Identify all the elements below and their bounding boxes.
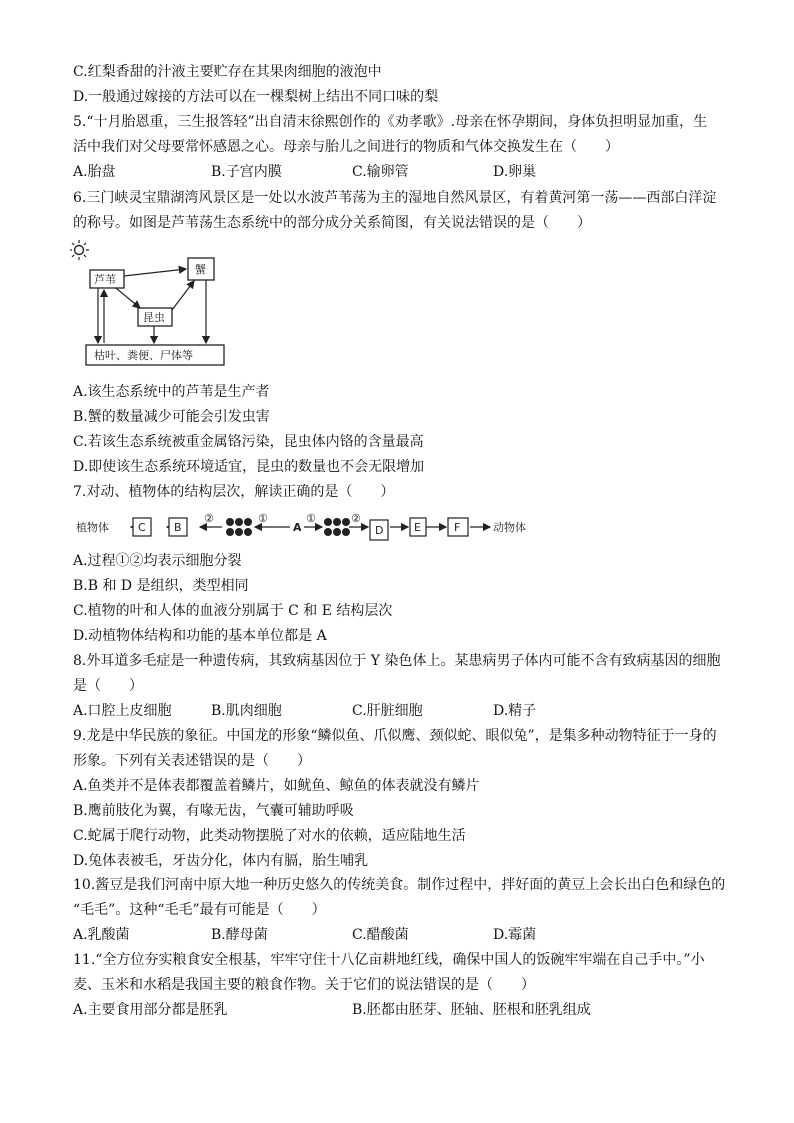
q8-option-b[interactable]: B.肌肉细胞	[211, 703, 282, 719]
q9-stem-line2: 形象。下列有关表述错误的是（ ）	[73, 753, 311, 769]
svg-text:B: B	[174, 521, 182, 534]
svg-text:D: D	[375, 524, 384, 537]
cell-cluster-left	[226, 518, 252, 536]
q5-option-d[interactable]: D.卵巢	[493, 164, 537, 180]
q11-stem-line1: 11.“全方位夯实粮食安全根基，牢牢守住十八亿亩耕地红线，确保中国人的饭碗牢牢端在自己手中。”小	[73, 952, 705, 968]
reed-label: 芦苇	[94, 273, 116, 286]
q10-option-d[interactable]: D.霉菌	[493, 927, 537, 943]
svg-text:E: E	[414, 521, 421, 534]
q6-ecosystem-diagram	[70, 238, 230, 370]
q8-option-c[interactable]: C.肝脏细胞	[352, 703, 423, 719]
q6-stem-line1: 6.三门峡灵宝鼎湖湾风景区是一处以水波芦苇荡为主的湿地自然风景区，有着黄河第一荡——西部白洋淀	[73, 190, 717, 206]
svg-text:F: F	[454, 521, 461, 534]
q5-option-b[interactable]: B.子宫内膜	[211, 164, 282, 180]
svg-text:C: C	[138, 521, 146, 534]
q5-option-c[interactable]: C.输卵管	[352, 164, 409, 180]
q8-option-a[interactable]: A.口腔上皮细胞	[73, 703, 172, 719]
insect-label: 昆虫	[143, 311, 165, 324]
q9-stem-line1: 9.龙是中华民族的象征。中国龙的形象“鳞似鱼、爪似鹰、颈似蛇、眼似兔”，是集多种动物特征于一身的	[73, 728, 717, 744]
step-1-right: ①	[306, 512, 316, 525]
cell-cluster-right	[324, 518, 350, 536]
q8-stem-line2: 是（ ）	[73, 678, 143, 694]
box-a-label: A	[293, 521, 302, 534]
step-1-left: ①	[258, 512, 268, 525]
q10-option-b[interactable]: B.酵母菌	[211, 927, 268, 943]
sun-icon	[70, 240, 89, 260]
crab-label: 蟹	[195, 263, 206, 276]
q10-stem-line1: 10.酱豆是我们河南中原大地一种历史悠久的传统美食。制作过程中，拌好面的黄豆上会长出白色和绿色的	[73, 877, 726, 893]
q6-stem-line2: 的称号。如图是芦苇荡生态系统中的部分成分关系简图，有关说法错误的是（ ）	[73, 215, 591, 231]
q11-option-b[interactable]: B.胚都由胚芽、胚轴、胚根和胚乳组成	[352, 1002, 591, 1018]
q5-stem-line1: 5.“十月胎恩重，三生报答轻”出自清末徐熙创作的《劝孝歌》.母亲在怀孕期间，身体负担明显加重，生	[73, 114, 708, 130]
q11-stem-line2: 麦、玉米和水稻是我国主要的粮食作物。关于它们的说法错误的是（ ）	[73, 977, 535, 993]
q8-stem-line1: 8.外耳道多毛症是一种遗传病，其致病基因位于 Y 染色体上。某患病男子体内可能不含有致病基因的细胞	[73, 653, 721, 669]
q7-option-b[interactable]: B.B 和 D 是组织，类型相同	[73, 578, 249, 594]
q4-option-d: D.一般通过嫁接的方法可以在一棵梨树上结出不同口味的梨	[73, 89, 439, 105]
q6-option-b[interactable]: B.蟹的数量减少可能会引发虫害	[73, 409, 270, 425]
q11-option-a[interactable]: A.主要食用部分都是胚乳	[73, 1002, 228, 1018]
q10-option-a[interactable]: A.乳酸菌	[73, 927, 130, 943]
q9-option-a[interactable]: A.鱼类并不是体表都覆盖着鳞片，如鱿鱼、鲸鱼的体表就没有鳞片	[73, 778, 480, 794]
animal-label: 动物体	[493, 521, 526, 534]
q5-stem-line2: 活中我们对父母要常怀感恩之心。母亲与胎儿之间进行的物质和气体交换发生在（ ）	[73, 139, 619, 155]
decomposer-label: 枯叶、粪便、尸体等	[94, 349, 193, 362]
q7-structure-diagram	[72, 511, 552, 547]
q6-option-a[interactable]: A.该生态系统中的芦苇是生产者	[73, 384, 270, 400]
q10-stem-line2: “毛毛”。这种“毛毛”最有可能是（ ）	[73, 902, 326, 918]
q7-option-a[interactable]: A.过程①②均表示细胞分裂	[73, 553, 242, 569]
plant-label: 植物体	[76, 521, 109, 534]
q9-option-b[interactable]: B.鹰前肢化为翼，有喙无齿，气囊可辅助呼吸	[73, 803, 354, 819]
q4-option-c: C.红梨香甜的汁液主要贮存在其果肉细胞的液泡中	[73, 64, 382, 80]
q10-option-c[interactable]: C.醋酸菌	[352, 927, 409, 943]
q9-option-c[interactable]: C.蛇属于爬行动物，此类动物摆脱了对水的依赖，适应陆地生活	[73, 828, 466, 844]
q7-option-c[interactable]: C.植物的叶和人体的血液分别属于 C 和 E 结构层次	[73, 603, 393, 619]
step-2-left: ②	[204, 512, 214, 525]
q6-option-d[interactable]: D.即使该生态系统环境适宜，昆虫的数量也不会无限增加	[73, 459, 425, 475]
q6-option-c[interactable]: C.若该生态系统被重金属铬污染，昆虫体内铬的含量最高	[73, 434, 424, 450]
q8-option-d[interactable]: D.精子	[493, 703, 537, 719]
q5-option-a[interactable]: A.胎盘	[73, 164, 116, 180]
step-2-right: ②	[351, 512, 361, 525]
q7-option-d[interactable]: D.动植物体结构和功能的基本单位都是 A	[73, 628, 327, 644]
q7-stem: 7.对动、植物体的结构层次，解读正确的是（ ）	[73, 484, 395, 500]
q9-option-d[interactable]: D.兔体表被毛，牙齿分化，体内有膈，胎生哺乳	[73, 853, 369, 869]
